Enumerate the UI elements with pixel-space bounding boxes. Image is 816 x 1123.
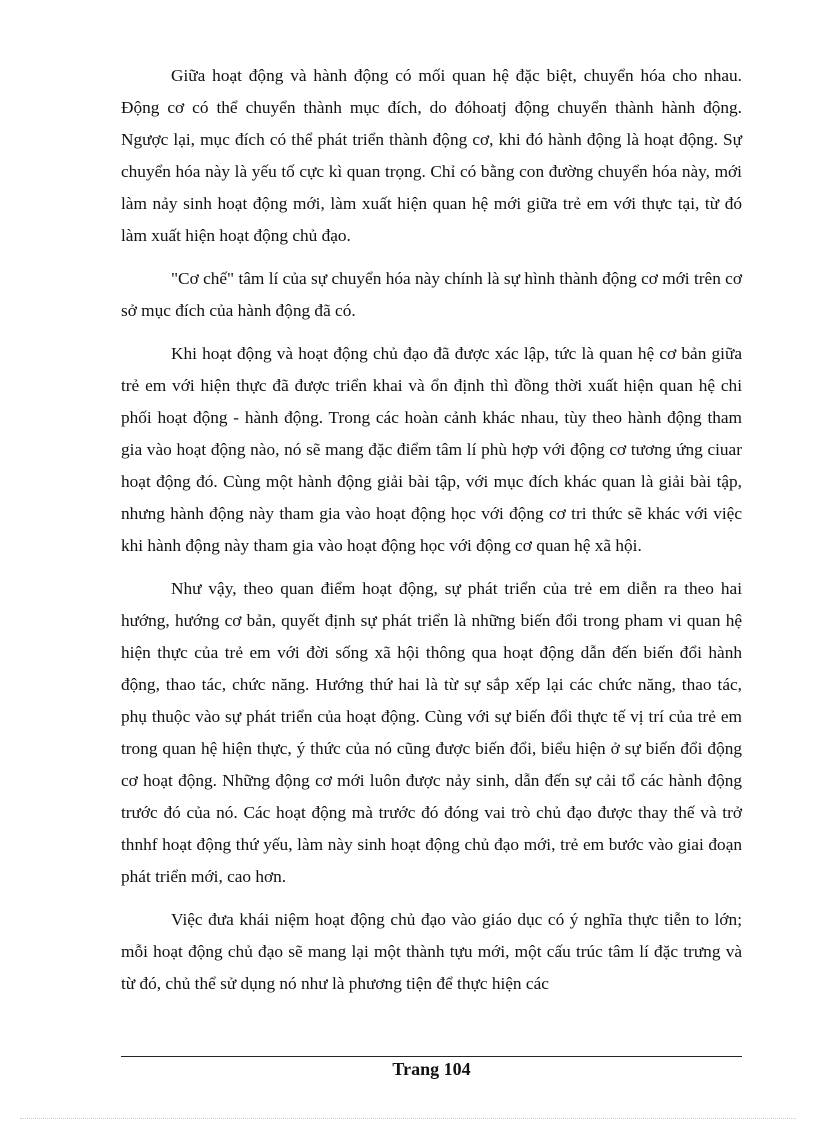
page-bottom-edge: [20, 1118, 796, 1119]
page-number: Trang 104: [392, 1059, 471, 1079]
paragraph-3: Khi hoạt động và hoạt động chủ đạo đã được xác lập, tức là quan hệ cơ bản giữa trẻ em với hiện thực đã được triển khai và ổn định thì đồng thời xuất hiện quan hệ chi phối hoạt động - hành động. Trong các hoàn cảnh khác nhau, tùy theo hành động tham gia vào hoạt động nào, nó sẽ mang đặc điểm tâm lí phù hợp với động cơ tương ứng ciuar hoạt động đó. Cùng một hành động giải bài tập, với mục đích khác quan là giải bài tập, nhưng hành động này tham gia vào hoạt động học với động cơ tri thức sẽ khác với việc khi hành động này tham gia vào hoạt động học với động cơ quan hệ xã hội.: [121, 344, 742, 555]
paragraph-1: Giữa hoạt động và hành động có mối quan hệ đặc biệt, chuyển hóa cho nhau. Động cơ có thể chuyển thành mục đích, do đóhoatj động chuyển thành hành động. Ngược lại, mục đích có thể phát triển thành động cơ, khi đó hành động là hoạt động. Sự chuyển hóa này là yếu tố cực kì quan trọng. Chỉ có bằng con đường chuyển hóa này, mới làm nảy sinh hoạt động mới, làm xuất hiện quan hệ mới giữa trẻ em với thực tại, từ đó làm xuất hiện hoạt động chủ đạo.: [121, 66, 742, 245]
paragraph-2: "Cơ chế" tâm lí của sự chuyển hóa này chính là sự hình thành động cơ mới trên cơ sở mục đích của hành động đã có.: [121, 269, 742, 320]
body-text: [121, 60, 742, 1011]
paragraph-5: Việc đưa khái niệm hoạt động chủ đạo vào giáo dục có ý nghĩa thực tiễn to lớn; mỗi hoạt động chủ đạo sẽ mang lại một thành tựu mới, một cấu trúc tâm lí đặc trưng và từ đó, chủ thể sử dụng nó như là phương tiện để thực hiện các: [121, 910, 742, 993]
paragraph-4: Như vậy, theo quan điểm hoạt động, sự phát triển của trẻ em diễn ra theo hai hướng, hướng cơ bản, quyết định sự phát triển là những biến đổi trong pham vi quan hệ hiện thực của trẻ em với đời sống xã hội thông qua hoạt động dẫn đến biến đổi hành động, thao tác, chức năng. Hướng thứ hai là từ sự sắp xếp lại các chức năng, thao tác, phụ thuộc vào sự phát triển của hoạt động. Cùng với sự biến đổi thực tế vị trí của trẻ em trong quan hệ hiện thực, ý thức của nó cũng được biến đổi, biểu hiện ở sự biến đổi động cơ hoạt động. Những động cơ mới luôn được nảy sinh, dẫn đến sự cải tổ các hành động trước đó của nó. Các hoạt động mà trước đó đóng vai trò chủ đạo được thay thế và trở thnhf hoạt động thứ yếu, làm này sinh hoạt động chủ đạo mới, trẻ em bước vào giai đoạn phát triển mới, cao hơn.: [121, 579, 742, 886]
